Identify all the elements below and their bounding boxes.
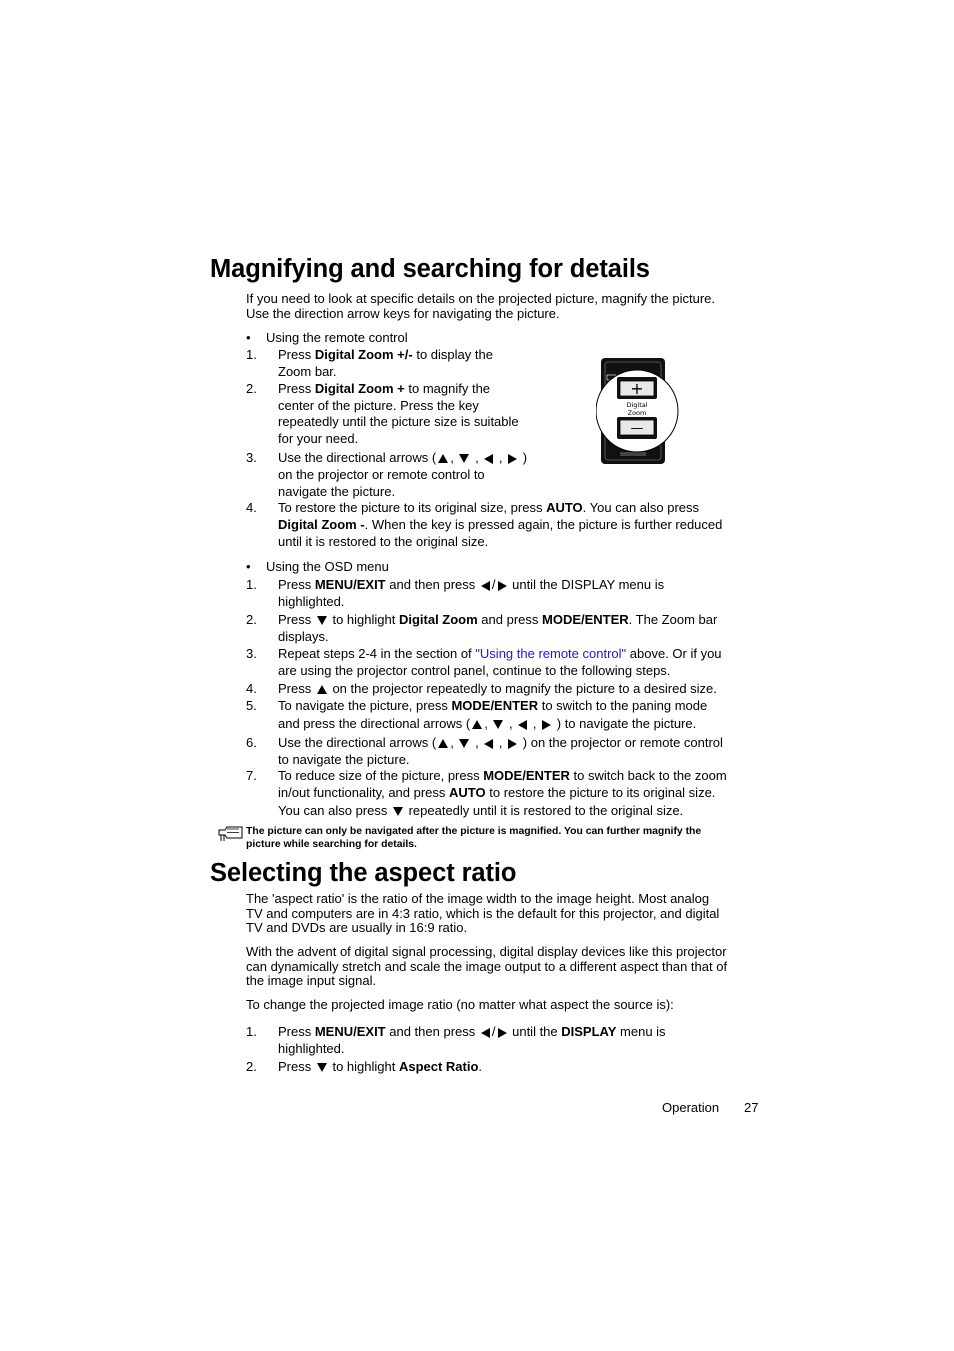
step-number: 3. [246,646,257,661]
page-title-aspect-ratio: Selecting the aspect ratio [210,859,517,887]
digital-label: Digital [626,401,648,409]
arrow-left-icon [484,739,493,749]
arrow-down-icon [317,1063,327,1072]
arrow-right-icon [508,739,517,749]
intro-line-1: If you need to look at specific details on the projected picture, magnify the picture. [246,291,715,306]
aspect-paragraph-1: The 'aspect ratio' is the ratio of the image width to the image height. Most analog TV and computers are in 4:3 ratio, which is the default for this projector, and digital TV and DVDs are usually in 16:9 ratio. [246,891,720,936]
step-number: 2. [246,1059,257,1074]
remote-step-1: Press Digital Zoom +/- to display the [278,347,493,362]
arrow-down-icon [459,739,469,748]
remote-step-4-cont: Digital Zoom -. When the key is pressed again, the picture is further reduced [278,517,723,532]
osd-step-7-cont: You can also press repeatedly until it is restored to the original size. [278,803,684,818]
remote-control-label: Using the remote control [266,330,408,345]
step-number: 2. [246,381,257,396]
page-title-magnifying: Magnifying and searching for details [210,255,650,283]
remote-step-4-cont: until it is restored to the original size. [278,534,489,549]
bullet: • [246,559,251,574]
page-number: 27 [744,1100,759,1115]
arrow-up-icon [438,739,448,748]
step-number: 3. [246,450,257,465]
step-number: 1. [246,1024,257,1039]
aspect-step-1-cont: highlighted. [278,1041,345,1056]
aspect-step-1: Press MENU/EXIT and then press / until the DISPLAY menu is [278,1024,666,1039]
osd-step-2: Press to highlight Digital Zoom and press MODE/ENTER. The Zoom bar [278,612,718,627]
remote-step-1-cont: Zoom bar. [278,364,337,379]
remote-step-2-cont: center of the picture. Press the key [278,398,479,413]
remote-step-3-cont: navigate the picture. [278,484,396,499]
step-number: 2. [246,612,257,627]
arrow-down-icon [393,807,403,816]
osd-step-5-cont: and press the directional arrows ( , , , ) to navigate the picture. [278,716,697,731]
osd-step-7: To reduce size of the picture, press MODE/ENTER to switch back to the zoom [278,768,727,783]
bullet: • [246,330,251,345]
arrow-down-icon [317,616,327,625]
osd-step-6: Use the directional arrows ( , , , ) on the projector or remote control [278,735,723,750]
remote-step-3-cont: on the projector or remote control to [278,467,485,482]
arrow-left-icon [481,1028,490,1038]
arrow-right-icon [498,1028,507,1038]
osd-step-4: Press on the projector repeatedly to magnify the picture to a desired size. [278,681,717,696]
osd-step-2-cont: displays. [278,629,329,644]
remote-step-2: Press Digital Zoom + to magnify the [278,381,491,396]
arrow-down-icon [459,454,469,463]
intro-paragraph [246,292,746,321]
step-number: 1. [246,577,257,592]
note-text: The picture can only be navigated after the picture is magnified. You can further magnify the picture while searching for details. [246,826,702,850]
arrow-up-icon [317,685,327,694]
minus-label: — [630,421,644,436]
note-pencil-icon [218,826,244,847]
aspect-step-2: Press to highlight Aspect Ratio. [278,1059,483,1074]
arrow-up-icon [472,720,482,729]
osd-step-1: Press MENU/EXIT and then press / until the DISPLAY menu is [278,577,665,592]
osd-menu-label: Using the OSD menu [266,559,389,574]
step-number: 5. [246,698,257,713]
osd-step-1-cont: highlighted. [278,594,345,609]
zoom-label: Zoom [627,409,647,417]
using-remote-control-link[interactable]: "Using the remote control" [475,646,627,661]
plus-label: + [630,379,644,398]
remote-step-4: To restore the picture to its original size, press AUTO. You can also press [278,500,700,515]
digital-zoom-remote-illustration [596,356,686,473]
step-number: 1. [246,347,257,362]
aspect-paragraph-2: With the advent of digital signal processing, digital display devices like this projector can dynamically stretch and scale the image output to a different aspect than that of the image input signal. [246,944,728,989]
arrow-right-icon [498,581,507,591]
remote-step-2-cont: repeatedly until the picture size is suitable [278,414,519,429]
step-number: 6. [246,735,257,750]
remote-step-2-cont: for your need. [278,431,359,446]
remote-step-3: Use the directional arrows ( , , , ) [278,450,528,465]
arrow-right-icon [508,454,517,464]
osd-step-5: To navigate the picture, press MODE/ENTER to switch to the paning mode [278,698,708,713]
arrow-up-icon [438,454,448,463]
arrow-down-icon [493,720,503,729]
arrow-right-icon [542,720,551,730]
footer-section-name: Operation [662,1100,720,1115]
osd-step-7-cont: in/out functionality, and press AUTO to restore the picture to its original size. [278,785,716,800]
step-number: 4. [246,500,257,515]
osd-step-3-cont: are using the projector control panel, continue to the following steps. [278,663,671,678]
intro-line-2: Use the direction arrow keys for navigating the picture. [246,305,560,321]
aspect-paragraph-3: To change the projected image ratio (no matter what aspect the source is): [246,997,674,1012]
arrow-left-icon [518,720,527,730]
arrow-left-icon [481,581,490,591]
osd-step-6-cont: to navigate the picture. [278,752,410,767]
step-number: 7. [246,768,257,783]
arrow-left-icon [484,454,493,464]
osd-step-3: Repeat steps 2-4 in the section of "Using the remote control" above. Or if you [278,646,722,661]
step-number: 4. [246,681,257,696]
